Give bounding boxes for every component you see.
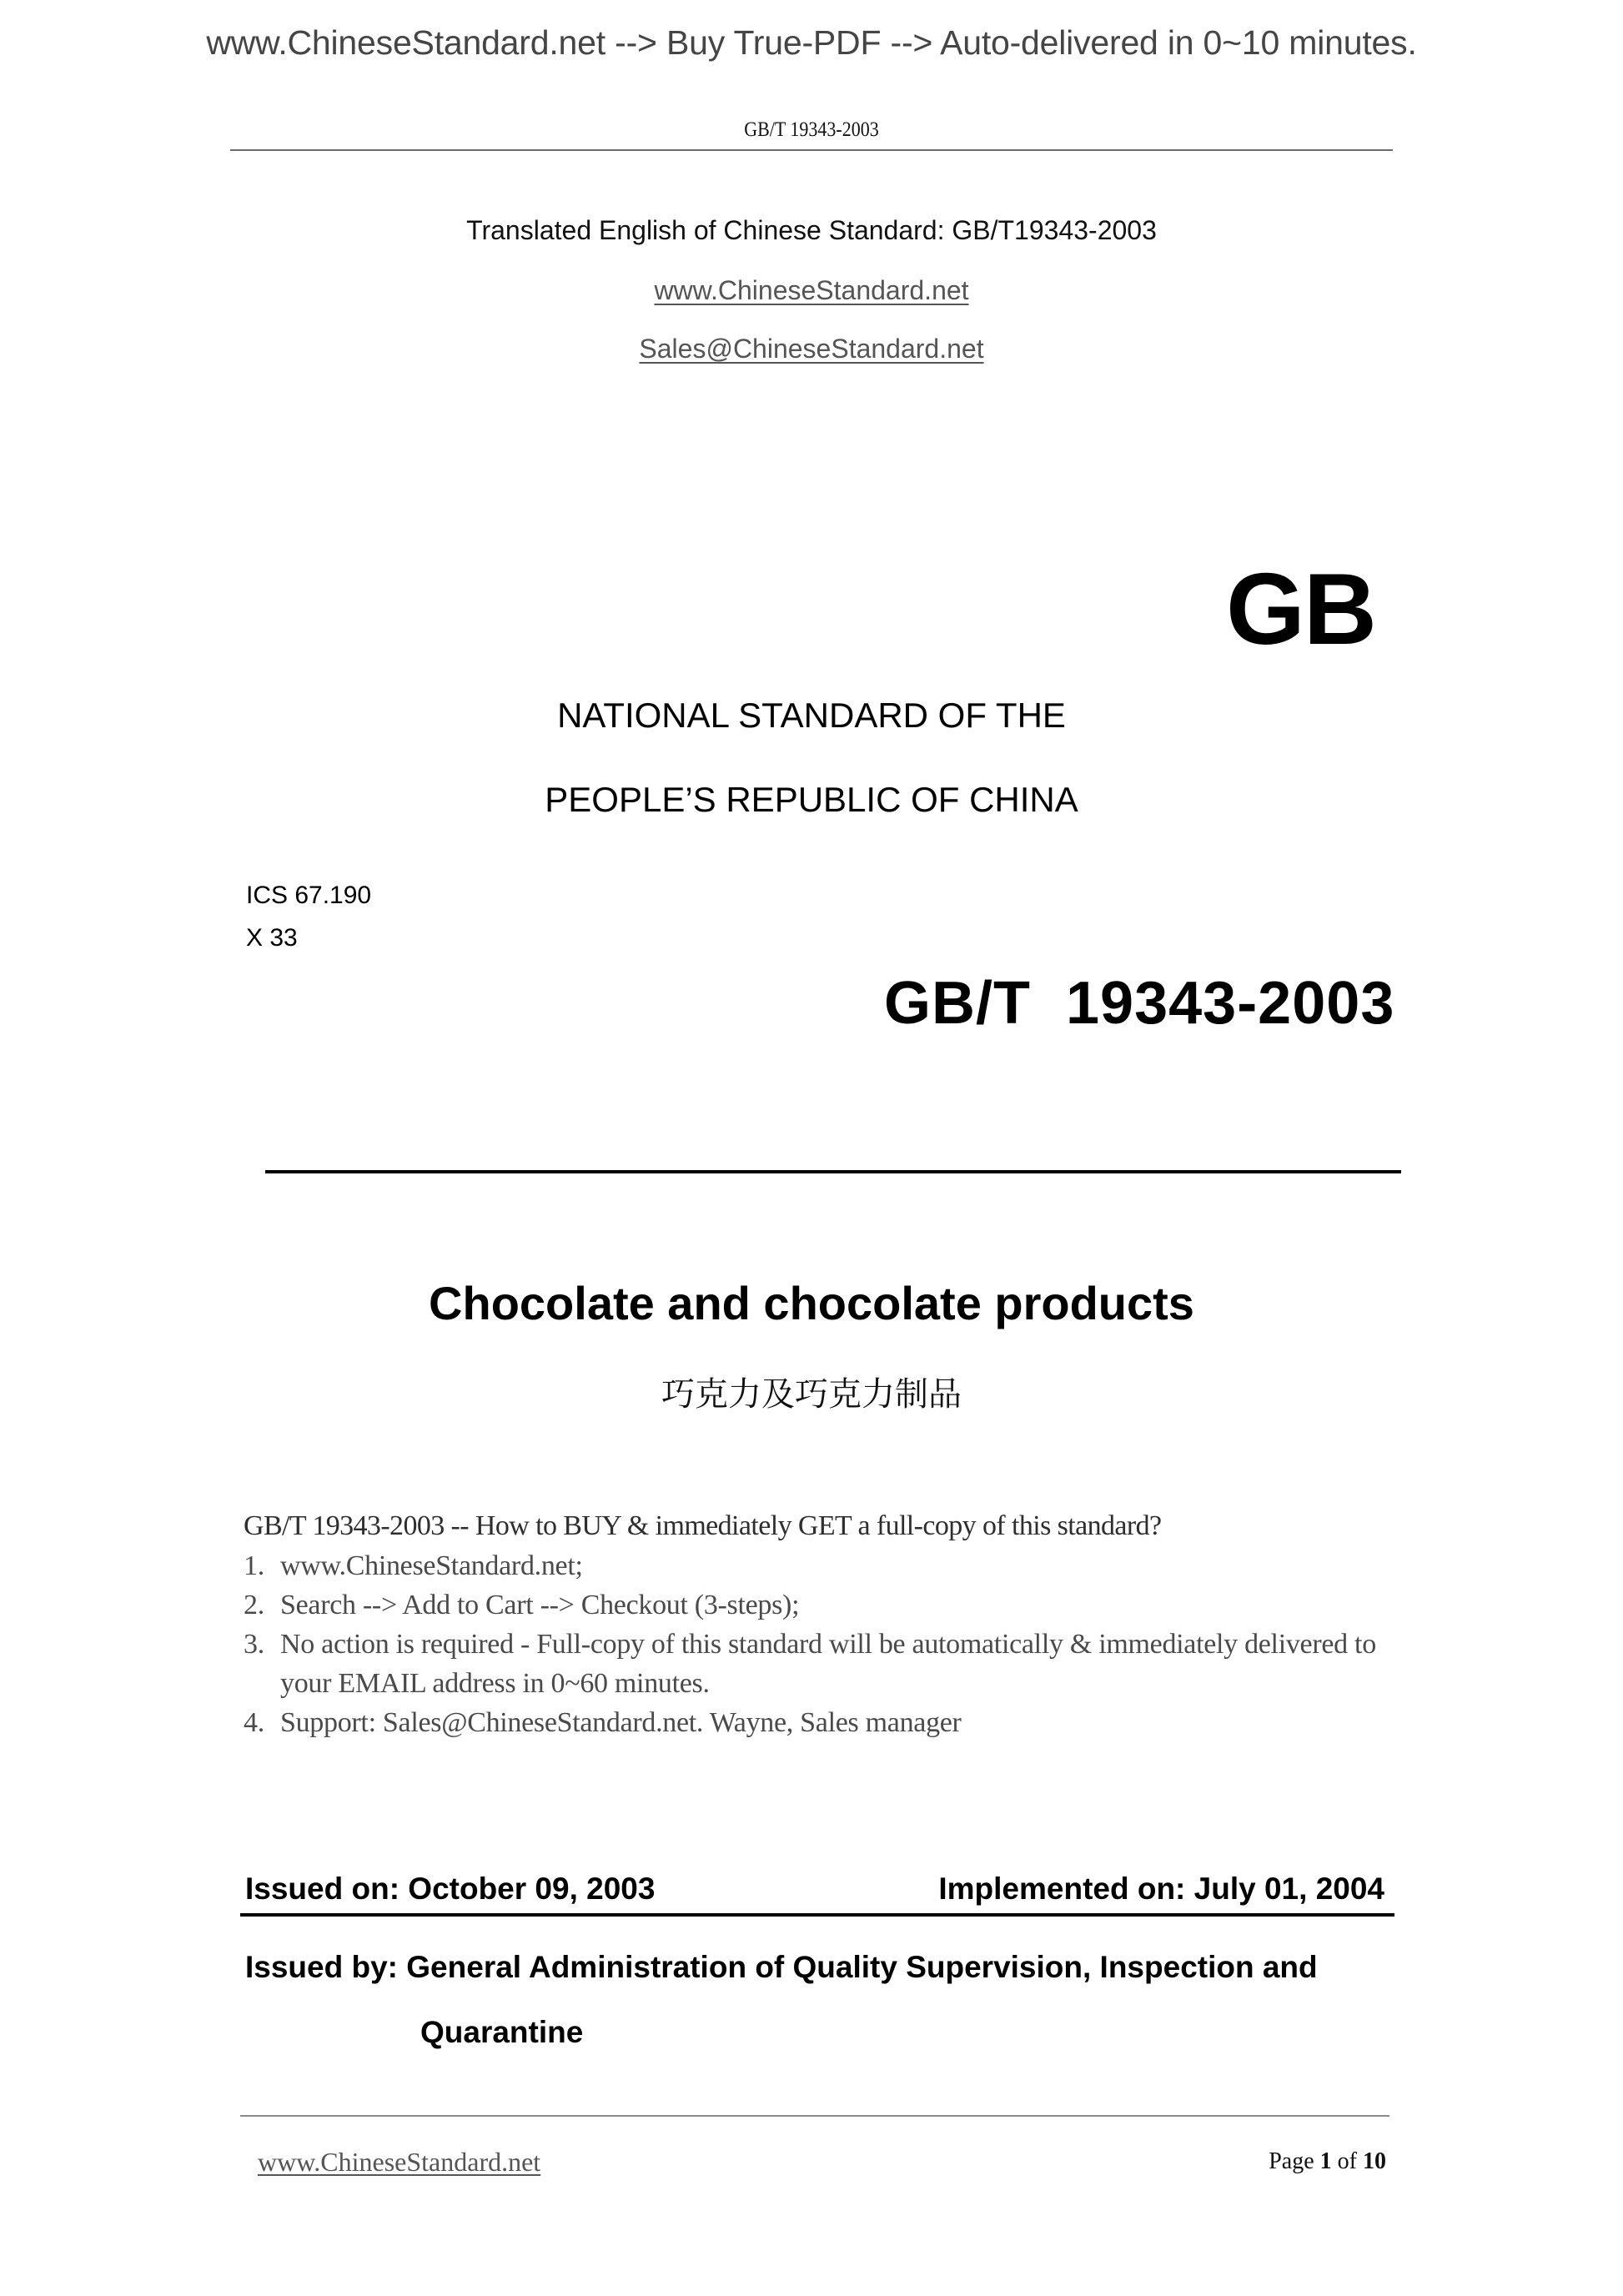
standard-number: GB/T 19343-2003 [884, 970, 1395, 1037]
document-title-chinese: 巧克力及巧克力制品 [661, 1375, 962, 1414]
page-prefix: Page [1269, 2148, 1320, 2174]
email-link[interactable]: Sales@ChineseStandard.net [639, 334, 984, 364]
list-number: 2. [244, 1590, 264, 1620]
dates-divider [240, 1913, 1394, 1917]
page-current: 1 [1319, 2148, 1332, 2174]
issued-by-label: Issued by: [245, 1950, 398, 1984]
website-link[interactable]: www.ChineseStandard.net [654, 275, 969, 305]
website-link-row [0, 275, 1623, 306]
translated-title: Translated English of Chinese Standard: GB/T19343-2003 [466, 215, 1157, 245]
issued-by [245, 1935, 1413, 2065]
national-standard-line1: NATIONAL STANDARD OF THE [557, 696, 1066, 735]
promo-banner: www.ChineseStandard.net --> Buy True-PDF --> Auto-delivered in 0~10 minutes. [206, 23, 1417, 62]
list-text: Support: Sales@ChineseStandard.net. Wayne, Sales manager [280, 1707, 962, 1738]
purchase-instructions [244, 1506, 1411, 1742]
document-title: Chocolate and chocolate products [429, 1277, 1194, 1329]
running-head: GB/T 19343-2003 [744, 118, 879, 141]
classification-code: X 33 [246, 924, 298, 952]
ics-code: ICS 67.190 [246, 882, 372, 909]
national-standard-line2: PEOPLE’S REPUBLIC OF CHINA [545, 780, 1078, 819]
title-divider [265, 1170, 1401, 1173]
list-number: 1. [244, 1550, 264, 1581]
page-total: 10 [1363, 2148, 1386, 2174]
list-text: Search --> Add to Cart --> Checkout (3-steps); [280, 1590, 800, 1620]
list-item [244, 1625, 1411, 1703]
header-divider [230, 149, 1393, 151]
page-number [1269, 2148, 1386, 2175]
implemented-on-date: Implemented on: July 01, 2004 [938, 1871, 1384, 1906]
list-text: No action is required - Full-copy of this standard will be automatically & immediately delivered to your EMAIL address in 0~60 minutes. [280, 1629, 1376, 1699]
email-link-row [0, 334, 1623, 364]
issuing-authority-continued: Quarantine [420, 2015, 584, 2049]
instructions-heading: GB/T 19343-2003 -- How to BUY & immediately GET a full-copy of this standard? [244, 1510, 1162, 1541]
list-number: 4. [244, 1707, 264, 1738]
list-item [244, 1546, 1411, 1585]
list-text: www.ChineseStandard.net; [280, 1550, 583, 1581]
gb-mark: GB [1226, 552, 1375, 666]
list-number: 3. [244, 1629, 264, 1660]
footer-divider [240, 2115, 1389, 2117]
issuing-authority: General Administration of Quality Supervision, Inspection and [406, 1950, 1318, 1984]
issued-on-date: Issued on: October 09, 2003 [245, 1871, 656, 1906]
list-item [244, 1585, 1411, 1625]
page-of: of [1331, 2148, 1363, 2174]
list-item [244, 1703, 1411, 1742]
footer-website-link[interactable]: www.ChineseStandard.net [258, 2147, 541, 2177]
